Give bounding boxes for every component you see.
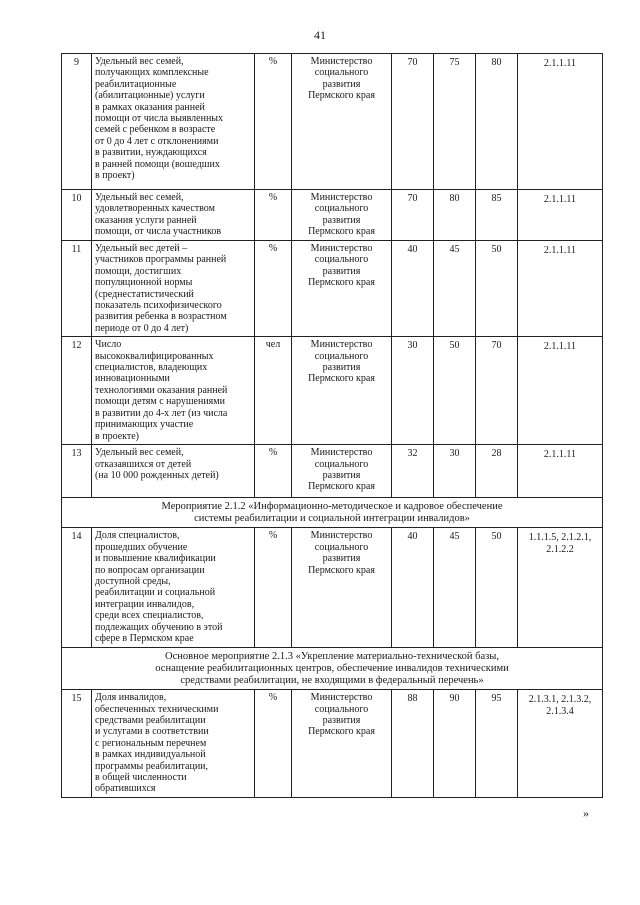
value-year-3: 50 [476, 241, 518, 337]
value-year-2: 45 [434, 528, 476, 648]
value-year-3: 70 [476, 337, 518, 445]
unit: чел [255, 337, 292, 445]
row-number: 10 [62, 190, 92, 241]
responsible-org: Министерство социального развития Пермского края [292, 690, 392, 798]
value-year-2: 75 [434, 54, 476, 190]
unit: % [255, 241, 292, 337]
responsible-org: Министерство социального развития Пермского края [292, 190, 392, 241]
table-row [62, 241, 603, 337]
value-year-1: 32 [392, 445, 434, 498]
responsible-org: Министерство социального развития Пермского края [292, 54, 392, 190]
closing-quote-mark: » [583, 806, 589, 820]
indicator-name: Доля специалистов, прошедших обучение и повышение квалификации по вопросам организации доступной среды, реабилитации и социальной интеграции инвалидов, среди всех специалистов, подлежащих обучению в этой сфере в Пермском крае [92, 528, 255, 648]
row-number: 11 [62, 241, 92, 337]
indicator-name: Удельный вес семей, удовлетворенных качеством оказания услуги ранней помощи, от числа участников [92, 190, 255, 241]
unit: % [255, 690, 292, 798]
section-title: Мероприятие 2.1.2 «Информационно-методическое и кадровое обеспечение системы реабилитации и социальной интеграции инвалидов» [62, 498, 603, 528]
value-year-1: 70 [392, 54, 434, 190]
value-year-2: 90 [434, 690, 476, 798]
page-number: 41 [314, 28, 326, 42]
row-number: 12 [62, 337, 92, 445]
activity-code: 2.1.3.1, 2.1.3.2, 2.1.3.4 [518, 690, 603, 798]
section-title: Основное мероприятие 2.1.3 «Укрепление материально-технической базы, оснащение реабилитационных центров, обеспечение инвалидов техническими средствами реабилитации, не входящими в федеральный перечень» [62, 648, 603, 690]
value-year-2: 45 [434, 241, 476, 337]
unit: % [255, 190, 292, 241]
unit: % [255, 445, 292, 498]
activity-code: 2.1.1.11 [518, 241, 603, 337]
responsible-org: Министерство социального развития Пермского края [292, 445, 392, 498]
activity-code: 1.1.1.5, 2.1.2.1, 2.1.2.2 [518, 528, 603, 648]
value-year-1: 88 [392, 690, 434, 798]
value-year-1: 70 [392, 190, 434, 241]
indicator-name: Доля инвалидов, обеспеченных техническими средствами реабилитации и услугами в соответствии с региональным перечнем в рамках индивидуальной программы реабилитации, в общей численности обратившихся [92, 690, 255, 798]
value-year-3: 50 [476, 528, 518, 648]
section-header-row [62, 648, 603, 690]
row-number: 9 [62, 54, 92, 190]
row-number: 13 [62, 445, 92, 498]
indicator-name: Число высококвалифицированных специалистов, владеющих инновационными технологиями оказания ранней помощи детям с нарушениями в развитии до 4-х лет (из числа принимающих участие в проекте) [92, 337, 255, 445]
row-number: 14 [62, 528, 92, 648]
value-year-3: 85 [476, 190, 518, 241]
table-row [62, 445, 603, 498]
activity-code: 2.1.1.11 [518, 54, 603, 190]
value-year-3: 95 [476, 690, 518, 798]
table-row [62, 337, 603, 445]
value-year-2: 80 [434, 190, 476, 241]
value-year-3: 28 [476, 445, 518, 498]
activity-code: 2.1.1.11 [518, 445, 603, 498]
value-year-1: 30 [392, 337, 434, 445]
indicator-name: Удельный вес семей, получающих комплексные реабилитационные (абилитационные) услуги в рамках оказания ранней помощи от числа выявленных семей с ребенком в возрасте от 0 до 4 лет с отклонениями в развитии, нуждающихся в ранней помощи (вошедших в проект) [92, 54, 255, 190]
section-header-row [62, 498, 603, 528]
value-year-1: 40 [392, 528, 434, 648]
table-row [62, 528, 603, 648]
table-row [62, 690, 603, 798]
responsible-org: Министерство социального развития Пермского края [292, 241, 392, 337]
responsible-org: Министерство социального развития Пермского края [292, 528, 392, 648]
indicator-name: Удельный вес детей – участников программы ранней помощи, достигших популяционной нормы (среднестатистический показатель психофизического развития ребенка в возрастном периоде от 0 до 4 лет) [92, 241, 255, 337]
value-year-3: 80 [476, 54, 518, 190]
row-number: 15 [62, 690, 92, 798]
unit: % [255, 528, 292, 648]
value-year-2: 50 [434, 337, 476, 445]
indicator-name: Удельный вес семей, отказавшихся от детей (на 10 000 рожденных детей) [92, 445, 255, 498]
responsible-org: Министерство социального развития Пермского края [292, 337, 392, 445]
table-row [62, 190, 603, 241]
table-row [62, 54, 603, 190]
unit: % [255, 54, 292, 190]
activity-code: 2.1.1.11 [518, 190, 603, 241]
indicators-table [61, 53, 603, 798]
value-year-1: 40 [392, 241, 434, 337]
activity-code: 2.1.1.11 [518, 337, 603, 445]
value-year-2: 30 [434, 445, 476, 498]
